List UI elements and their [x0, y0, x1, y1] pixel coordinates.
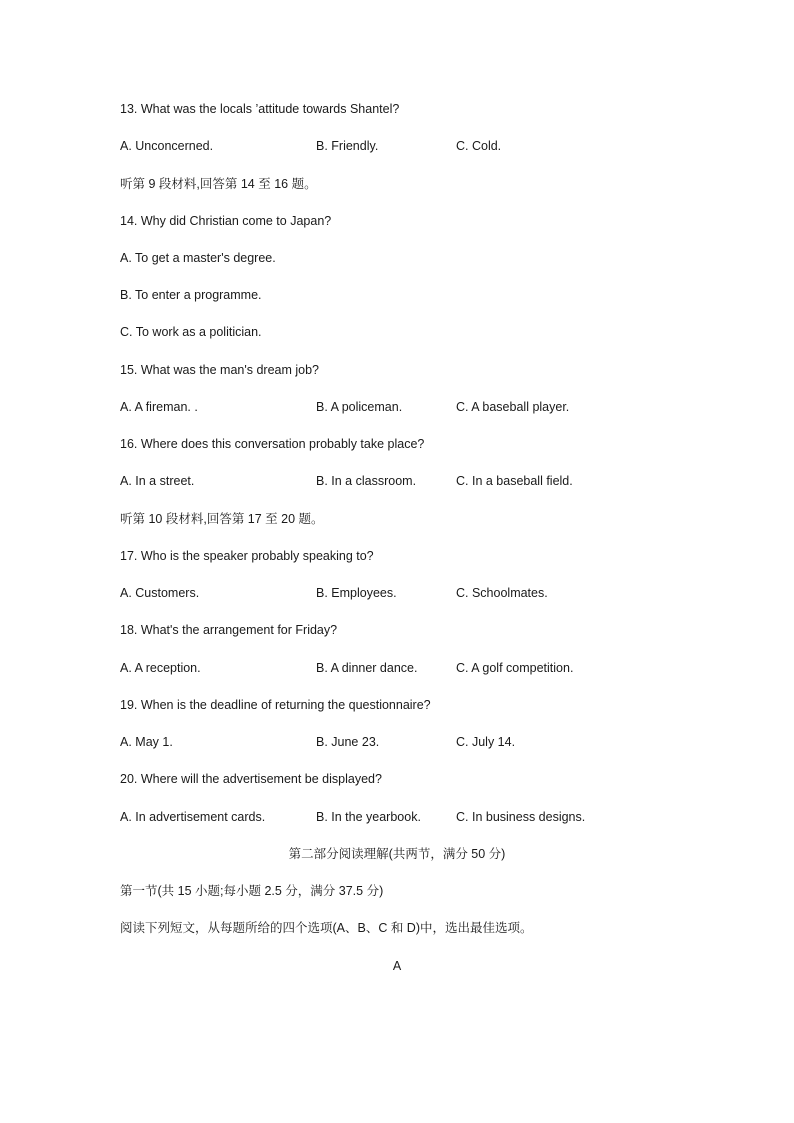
question-15: 15. What was the man's dream job? — [120, 363, 320, 377]
q15-option-b: B. A policeman. — [316, 400, 403, 414]
q15-option-c: C. A baseball player. — [456, 400, 570, 414]
q20-option-c: C. In business designs. — [456, 810, 586, 824]
q13-option-c: C. Cold. — [456, 139, 502, 153]
q19-option-a: A. May 1. — [120, 735, 173, 749]
q17-option-a: A. Customers. — [120, 586, 200, 600]
question-17: 17. Who is the speaker probably speaking to? — [120, 549, 374, 563]
q18-option-b: B. A dinner dance. — [316, 661, 418, 675]
section-10-instruction: 听第 10 段材料,回答第 17 至 20 题。 — [120, 512, 324, 526]
q19-option-b: B. June 23. — [316, 735, 380, 749]
q13-option-a: A. Unconcerned. — [120, 139, 214, 153]
passage-label: A — [392, 959, 402, 973]
question-14: 14. Why did Christian come to Japan? — [120, 214, 332, 228]
q17-option-b: B. Employees. — [316, 586, 397, 600]
q16-option-a: A. In a street. — [120, 474, 195, 488]
section-1-title: 第一节(共 15 小题;每小题 2.5 分，满分 37.5 分) — [120, 884, 384, 898]
q15-option-a: A. A fireman. . — [120, 400, 198, 414]
q18-option-c: C. A golf competition. — [456, 661, 574, 675]
part-2-title: 第二部分阅读理解(共两节，满分 50 分) — [288, 847, 506, 861]
q13-option-b: B. Friendly. — [316, 139, 379, 153]
question-13: 13. What was the locals ’attitude towards Shantel? — [120, 102, 400, 116]
question-16: 16. Where does this conversation probably take place? — [120, 437, 425, 451]
q18-option-a: A. A reception. — [120, 661, 201, 675]
reading-instruction: 阅读下列短文，从每题所给的四个选项(A、B、C 和 D)中，选出最佳选项。 — [120, 921, 533, 935]
q20-option-b: B. In the yearbook. — [316, 810, 421, 824]
q17-option-c: C. Schoolmates. — [456, 586, 548, 600]
q20-option-a: A. In advertisement cards. — [120, 810, 266, 824]
q14-option-b: B. To enter a programme. — [120, 288, 262, 302]
question-18: 18. What's the arrangement for Friday? — [120, 623, 338, 637]
q14-option-c: C. To work as a politician. — [120, 325, 262, 339]
section-9-instruction: 听第 9 段材料,回答第 14 至 16 题。 — [120, 177, 317, 191]
question-19: 19. When is the deadline of returning the questionnaire? — [120, 698, 431, 712]
q16-option-b: B. In a classroom. — [316, 474, 417, 488]
q19-option-c: C. July 14. — [456, 735, 516, 749]
q16-option-c: C. In a baseball field. — [456, 474, 573, 488]
q14-option-a: A. To get a master's degree. — [120, 251, 276, 265]
question-20: 20. Where will the advertisement be displayed? — [120, 772, 382, 786]
